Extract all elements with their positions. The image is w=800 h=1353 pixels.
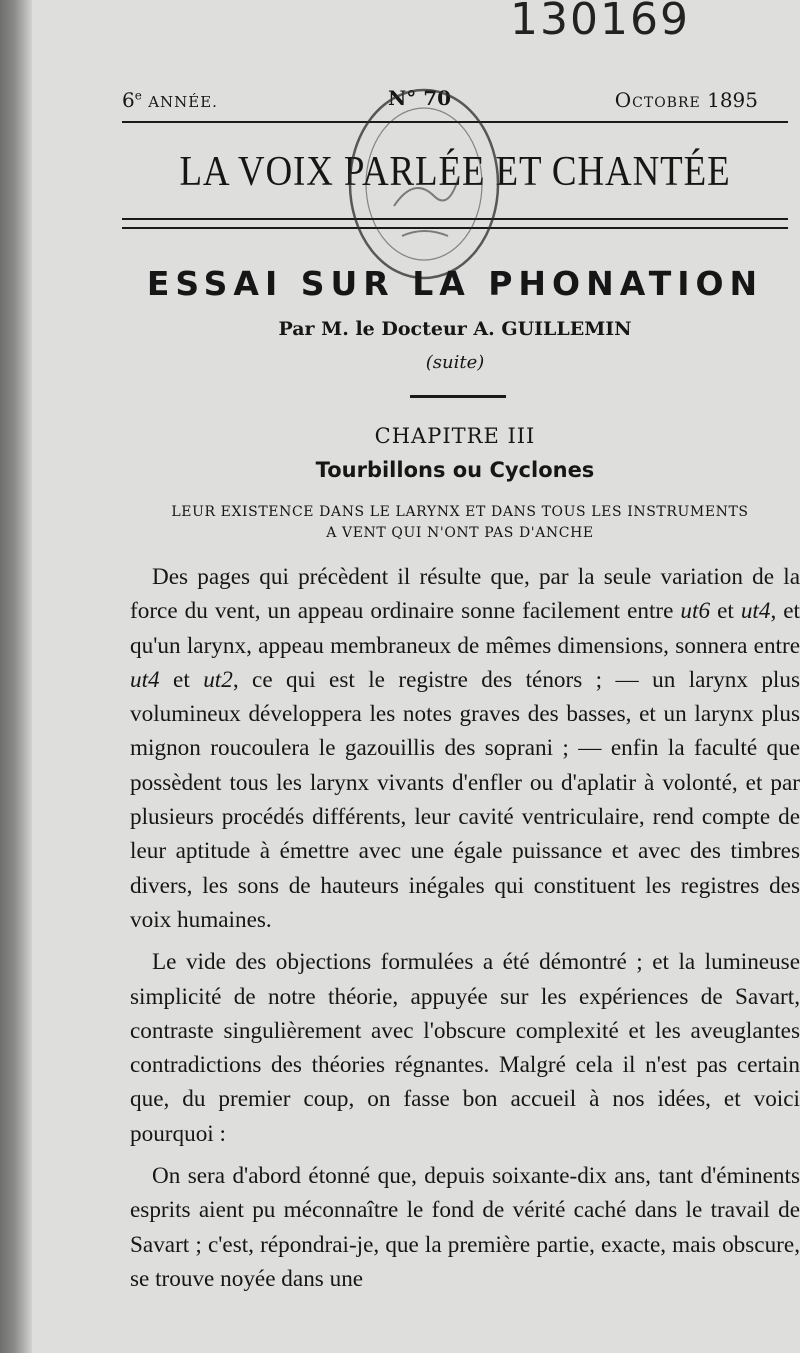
document-page (32, 0, 800, 1353)
year-suffix: e (134, 88, 142, 103)
year-word: ANNÉE. (148, 93, 218, 111)
article-author: Par M. le Docteur A. GUILLEMIN (278, 318, 632, 340)
note-ut6: ut6 (680, 598, 711, 625)
paragraph-3: On sera d'abord étonné que, depuis soixante-dix ans, tant d'éminents esprits aient pu méconnaître le fond de vérité caché dans le travail de Savart ; c'est, répondrai-je, que la première partie, exacte, mais obscure, se trouve noyée dans une (130, 1163, 800, 1292)
paragraph-1-part-a: Des pages qui précèdent il résulte que, par la seule variation de la force du vent, un appeau ordinaire sonne facilement entre (130, 564, 800, 625)
body-text (130, 560, 800, 1304)
journal-title: LA VOIX PARLÉE ET CHANTÉE (179, 149, 731, 195)
paragraph-1-part-c: , et qu'un larynx, appeau membraneux de mêmes dimensions, sonnera entre (130, 598, 800, 659)
library-seal-icon (344, 86, 504, 282)
issue-number: N° 70 (388, 86, 452, 110)
catalog-number: 130169 (510, 0, 690, 45)
section-divider (410, 395, 506, 398)
note-ut2: ut2 (203, 666, 233, 693)
article-continued: (suite) (425, 352, 485, 373)
paragraph-1-part-b: et (710, 598, 741, 625)
chapter-title: Tourbillons ou Cyclones (315, 458, 595, 482)
article-title: ESSAI SUR LA PHONATION (146, 264, 764, 303)
header-date (615, 88, 758, 112)
paragraph-1-part-e: , ce qui est le registre des ténors ; — un larynx plus volumineux développera les notes graves des basses, et un larynx plus mignon roucoulera le gazouillis des soprani ; — enfin la faculté que possèdent tous les larynx vivants d'enfler ou d'aplatir à volonté, et par plusieurs procédés différents, leur cavité ventriculaire, rend compte de leur aptitude à émettre avec une égale puissance et avec des timbres divers, les sons de hauteurs inégales qui constituent les registres des voix humaines. (130, 666, 800, 933)
chapter-number: CHAPITRE III (374, 424, 536, 448)
chapter-summary-line-1: LEUR EXISTENCE DANS LE LARYNX ET DANS TOUS LES INSTRUMENTS (171, 504, 749, 520)
note-ut4-second: ut4 (130, 666, 160, 693)
paragraph-1 (130, 560, 800, 937)
header-year (122, 88, 218, 112)
date-month: Octobre (614, 88, 701, 112)
paragraph-2: Le vide des objections formulées a été démontré ; et la lumineuse simplicité de notre théorie, appuyée sur les expériences de Savart, contraste singulièrement avec l'obscure complexité et les aveuglantes contradictions des théories régnantes. Malgré cela il n'est pas certain que, du premier coup, on fasse bon accueil à nos idées, et voici pourquoi : (130, 949, 800, 1147)
year-number: 6 (122, 88, 135, 112)
chapter-summary (122, 502, 798, 544)
page-binding-edge (0, 0, 32, 1353)
paragraph-1-part-d: et (159, 666, 204, 693)
note-ut4: ut4 (740, 598, 771, 625)
date-year: 1895 (707, 88, 758, 112)
chapter-summary-line-2: A VENT QUI N'ONT PAS D'ANCHE (326, 525, 594, 541)
